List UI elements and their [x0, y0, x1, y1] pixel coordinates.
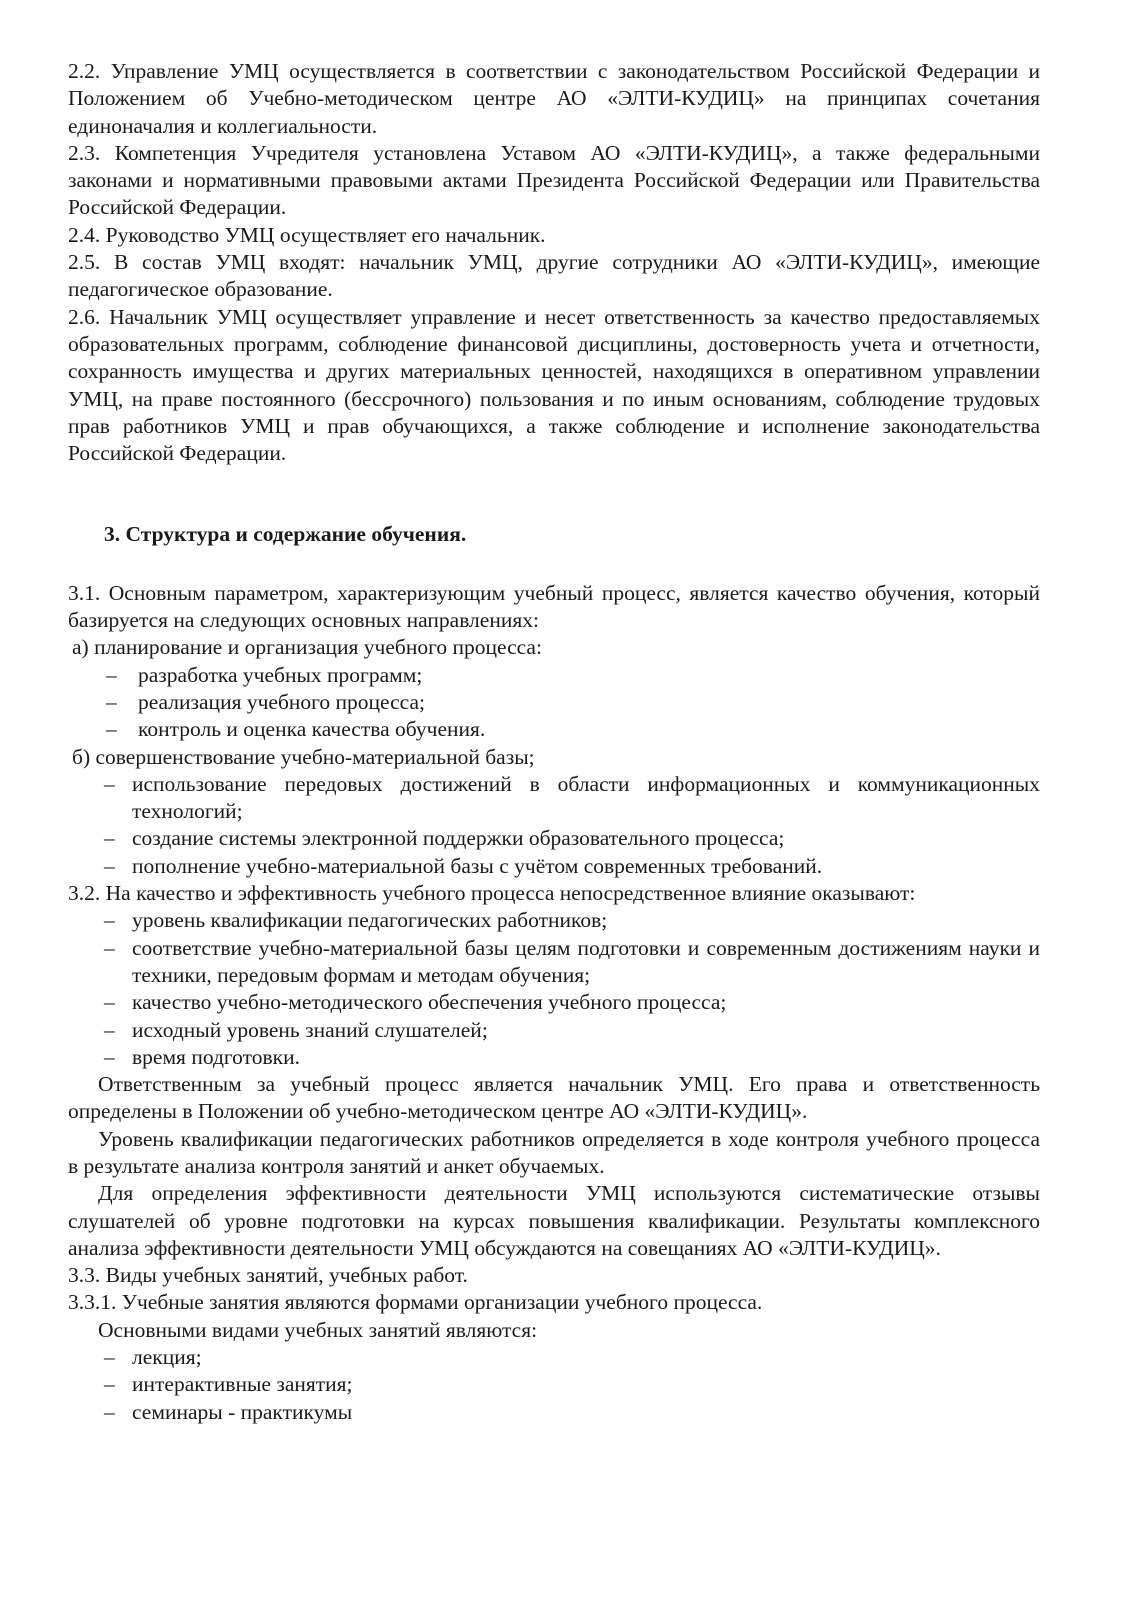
paragraph-3-1: 3.1. Основным параметром, характеризующим учебный процесс, является качество обучения, который базируется на следующих основных направлениях: — [68, 580, 1040, 633]
list-marker: – — [106, 662, 117, 687]
list-item: – семинары - практикумы — [68, 1399, 1040, 1426]
paragraph-2-3: 2.3. Компетенция Учредителя установлена Уставом АО «ЭЛТИ-КУДИЦ», а также федеральными законами и нормативными правовыми актами Президента Российской Федерации или Правительства Российской Федерации. — [68, 140, 1040, 220]
list-item: – пополнение учебно-материальной базы с учётом современных требований. — [68, 853, 1040, 880]
paragraph-qualification: Уровень квалификации педагогических работников определяется в ходе контроля учебного процесса в результате анализа контроля занятий и анкет обучаемых. — [68, 1126, 1040, 1178]
list-item: – время подготовки. — [68, 1044, 1040, 1071]
paragraph-3-2: 3.2. На качество и эффективность учебного процесса непосредственное влияние оказывают: — [68, 881, 916, 906]
section-3-heading: 3. Структура и содержание обучения. — [104, 522, 467, 547]
list-marker: – — [104, 1345, 115, 1370]
list-marker: – — [104, 990, 115, 1015]
subhead-b: б) совершенствование учебно-материальной базы; — [72, 744, 535, 769]
list-marker: – — [104, 771, 115, 796]
list-marker: – — [104, 1044, 115, 1069]
list-marker: – — [106, 689, 117, 714]
list-marker: – — [104, 935, 115, 960]
list-marker: – — [104, 1399, 115, 1424]
list-marker: – — [104, 853, 115, 878]
list-marker: – — [106, 717, 117, 742]
paragraph-2-5: 2.5. В состав УМЦ входят: начальник УМЦ, другие сотрудники АО «ЭЛТИ-КУДИЦ», имеющие педагогическое образование. — [68, 250, 1040, 302]
paragraph-responsible: Ответственным за учебный процесс является начальник УМЦ. Его права и ответственность определены в Положении об учебно-методическом центре АО «ЭЛТИ-КУДИЦ». — [68, 1072, 1040, 1124]
list-item: – создание системы электронной поддержки образовательного процесса; — [68, 825, 1040, 852]
list-item: – контроль и оценка качества обучения. — [68, 716, 1040, 743]
list-marker: – — [104, 1372, 115, 1397]
subhead-a: а) планирование и организация учебного процесса: — [72, 635, 542, 660]
list-item: – исходный уровень знаний слушателей; — [68, 1017, 1040, 1044]
list-marker: – — [104, 908, 115, 933]
paragraph-2-2: 2.2. Управление УМЦ осуществляется в соответствии с законодательством Российской Федерации и Положением об Учебно-методическом центре АО «ЭЛТИ-КУДИЦ» на принципах сочетания единоначалия и коллегиальности. — [68, 59, 1040, 138]
paragraph-3-3-1: 3.3.1. Учебные занятия являются формами организации учебного процесса. — [68, 1290, 763, 1315]
list-item: – соответствие учебно-материальной базы целям подготовки и современным достижениям науки и техники, передовым формам и методам обучения; — [104, 935, 1040, 987]
list-marker: – — [104, 1017, 115, 1042]
list-item: – использование передовых достижений в области информационных и коммуникационных технологий; — [104, 771, 1040, 824]
paragraph-efficiency: Для определения эффективности деятельности УМЦ используются систематические отзывы слушателей об уровне подготовки на курсах повышения квалификации. Результаты комплексного анализа эффективности деятельности УМЦ обсуждаются на совещаниях АО «ЭЛТИ-КУДИЦ». — [68, 1181, 1040, 1260]
list-item: – уровень квалификации педагогических работников; — [68, 907, 1040, 934]
paragraph-main-types: Основными видами учебных занятий являются: — [98, 1317, 538, 1342]
list-item: – реализация учебного процесса; — [68, 689, 1040, 716]
list-item: – интерактивные занятия; — [68, 1371, 1040, 1398]
paragraph-3-3: 3.3. Виды учебных занятий, учебных работ. — [68, 1263, 468, 1288]
document-page — [68, 58, 1040, 1426]
paragraph-2-4: 2.4. Руководство УМЦ осуществляет его начальник. — [68, 222, 546, 247]
list-item: – качество учебно-методического обеспечения учебного процесса; — [68, 989, 1040, 1016]
list-item: – разработка учебных программ; — [68, 662, 1040, 689]
paragraph-2-6: 2.6. Начальник УМЦ осуществляет управление и несет ответственность за качество предоставляемых образовательных программ, соблюдение финансовой дисциплины, достоверность учета и отчетности, сохранность имущества и других материальных ценностей, находящихся в оперативном управлении УМЦ, на праве постоянного (бессрочного) пользования и по иным основаниям, соблюдение трудовых прав работников УМЦ и прав обучающихся, а также соблюдение и исполнение законодательства Российской Федерации. — [68, 304, 1040, 466]
list-item: – лекция; — [68, 1344, 1040, 1371]
list-marker: – — [104, 826, 115, 851]
